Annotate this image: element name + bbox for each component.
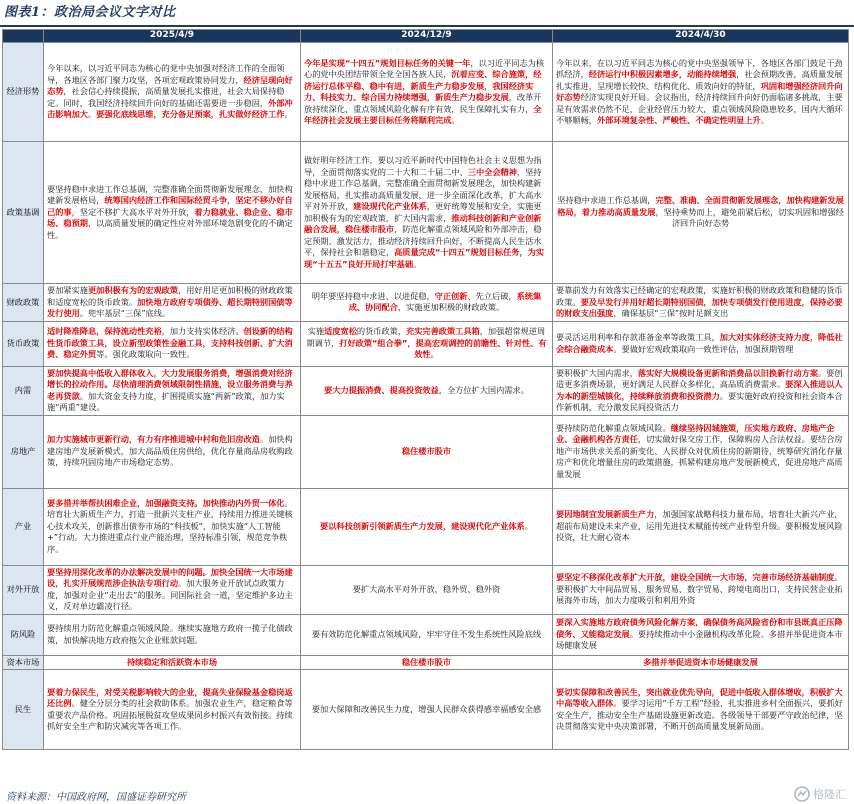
table-cell-col-2024-12: [301, 565, 553, 614]
table-cell-col-2024-12: [301, 366, 553, 415]
highlighted-text: 今年是实现“十四五”规划目标任务的关键一年: [304, 57, 471, 68]
header-row: [3, 30, 849, 43]
cell-text: 坚持稳中求进工作总基调，: [557, 195, 656, 206]
table-cell-col-2024-04: [553, 366, 849, 415]
table-row: [3, 488, 849, 565]
row-category: 财政政策: [3, 284, 44, 322]
cell-text: ，坚持稳中求进工作总基调，完整准确全面贯彻新发展理念，加快构建新发展格局，扎实推动高质量发展，进一步全面深化改革，扩大高水平对外开放，: [304, 166, 542, 211]
table-row: [3, 43, 849, 142]
cell-text: 。: [284, 109, 293, 120]
highlighted-text: 要坚定不移深化改革扩大开放，建设全国统一大市场，完善市场经济基础制度: [556, 572, 835, 583]
highlighted-text: 外部环境复杂性、严峻性、不确定性明显上升: [596, 115, 761, 125]
cell-text: 明年要坚持稳中求进、以进促稳，: [311, 290, 435, 301]
highlighted-text: 要深入推进以人为本的新型城镇化，持续释放消费和投资潜力: [556, 379, 843, 401]
source-note: 资料来源：中国政府网，国盛证券研究所: [6, 792, 186, 803]
highlighted-text: 要坚持用深化改革的办法解决发展中的问题。加快全国统一大市场建设，扎实开展规范涉企执法专项行动: [47, 566, 293, 588]
cell-text: 要持续用力防范化解重点领域风险。继续实施地方政府一揽子化债政策，加快解决地方政府拖欠企业账款问题。: [47, 623, 293, 645]
table-cell-col-2025-04: [44, 670, 301, 750]
highlighted-text: 更加积极有为的宏观政策: [87, 285, 179, 295]
highlighted-text: 统筹国内经济工作和国际经贸斗争，坚定不移办好自己的事: [47, 195, 293, 217]
cell-text: 实施: [307, 326, 325, 337]
cell-text: 要加大保障和改善民生力度，增强人民群众获得感幸福感安全感: [311, 703, 542, 714]
highlighted-text: 完整、准确、全面贯彻新发展理念，加快构建新发展格局，着力推动高质量发展: [557, 195, 844, 217]
cell-text: 。要做好宏观政策取向一致性评估，加强预期管理: [613, 343, 794, 354]
table-row: [3, 614, 849, 655]
cell-text: 。: [87, 109, 97, 120]
cell-text: ，切实做好保交房工作，保障购房人合法权益。要结合房地产市场供求关系的新变化、人民群众对优质住房的新期待，统筹研究消化存量房产和优化增量住房的政策措施，抓紧构建房地产发展新模式，促进房地产高质量发展: [556, 434, 843, 479]
highlighted-text: 要深入实施地方政府债务风险化解方案，确保债务高风险省份和市县既真正压降债务、又能稳定发展: [556, 617, 843, 639]
highlighted-text: 外部冲击影响加大: [47, 97, 293, 120]
highlighted-text: 要大力提振消费、提高投资效益: [324, 384, 439, 395]
highlighted-text: 持续稳定和活跃资本市场: [126, 656, 218, 667]
highlighted-text: 充实完善政策工具箱: [406, 326, 480, 337]
table-cell-col-2024-04: [553, 670, 849, 750]
table-row: [3, 565, 849, 614]
cell-text: 今年以来，以习近平同志为核心的党中央加强对经济工作的全面领导，各地区各部门聚力攻坚，各项宏观政策协同发力，: [47, 63, 285, 85]
cell-text: 等。强化政策取向一致性。: [96, 349, 195, 360]
table-cell-col-2024-12: [301, 614, 553, 655]
highlighted-text: 沉着应变、综合施策，经济运行总体平稳、稳中有进，新质生产力稳步发展，: [304, 69, 542, 91]
table-cell-col-2024-12: [301, 321, 553, 366]
table-cell-col-2025-04: [44, 488, 301, 565]
table-row: [3, 655, 849, 670]
cell-text: 要持续防范化解重点领域风险。: [556, 422, 671, 433]
table-cell-col-2024-12: [301, 284, 553, 322]
highlighted-text: 要加快提高中低收入群体收入，大力发展服务消费，增强消费对经济增长的拉动作用。尽快清理消费领域限制性措施，设立服务消费与养老再贷款: [47, 367, 293, 401]
cell-text: ，改革开放持续深化，重点领域风险化解有序有效，民生保障扎实有力，: [304, 92, 542, 114]
highlighted-text: 多措并举促进资本市场健康发展: [643, 656, 758, 667]
cell-text: 。要积极扩大中间品贸易、服务贸易、数字贸易、跨境电商出口，支持民营企业拓展海外市场，加大力度吸引和利用外资: [556, 572, 843, 606]
table-cell-col-2024-04: [553, 614, 849, 655]
cell-text: ，社会信心持续提振，高质量发展扎实推进，社会大局保持稳定。同时，我国经济持续回升向好的基础还需要进一步稳固，: [47, 86, 285, 108]
table-row: [3, 142, 849, 284]
cell-text: ，用好用足更加积极的财政政策和适度宽松的货币政策。: [47, 285, 293, 307]
cell-text: ，防范化解重点领域风险和外部冲击，稳定预期、激发活力，推动经济持续回升向好，不断提高人民生活水平，保持社会和谐稳定，: [304, 224, 542, 257]
row-category: 货币政策: [3, 321, 44, 366]
highlighted-text: 要切实保障和改善民生，突出就业优先导向，促进中低收入群体增收，积极扩大中高等收入群体: [556, 686, 843, 708]
cell-text: 要灵活运用利率和存款准备金率等政策工具，: [556, 332, 720, 342]
cell-text: 。: [430, 349, 439, 360]
table-row: [3, 415, 849, 488]
cell-text: 要靠前发力有效落实已经确定的宏观政策，实施好积极的财政政策和稳健的货币政策。: [556, 285, 843, 307]
highlighted-text: 打好政策“组合拳”，提高宏观调控的前瞻性、针对性、有效性: [339, 337, 547, 360]
table-cell-col-2024-04: [553, 321, 849, 366]
table-cell-col-2024-04: [553, 565, 849, 614]
table-cell-col-2024-12: [301, 488, 553, 565]
table-cell-col-2025-04: [44, 614, 301, 655]
highlighted-text: 继续坚持因城施策，压实地方政府、房地产企业、金融机构各方责任: [556, 422, 835, 445]
watermark-logo: [794, 786, 846, 802]
table-cell-col-2024-04: [553, 43, 849, 142]
cell-text: 要坚持稳中求进工作总基调，完整准确全面贯彻新发展理念，加快构建新发展格局，: [47, 183, 293, 206]
cell-text: 。: [413, 258, 422, 269]
header-corner: [3, 30, 44, 43]
highlighted-text: 要强化底线思维，充分备足预案，扎实做好经济工作: [96, 109, 285, 120]
highlighted-text: 适时降准降息，保持流动性充裕: [47, 326, 162, 337]
highlighted-text: 系统集成、协同配合: [348, 290, 542, 313]
table-cell-col-2025-04: [44, 655, 301, 670]
highlighted-text: 要多措并举帮扶困难企业，加强融资支持。加快推动内外贸一体化: [47, 497, 285, 508]
cell-text: 今年以来，在以习近平同志为核心的党中央坚强领导下，各地区各部门鼓足干劲抓经济，: [556, 57, 843, 79]
highlighted-text: 我国经济实力、科技实力、综合国力持续增强，新质生产力稳步发展: [304, 80, 534, 102]
cell-text: 。要持续推动中小金融机构改革化险。多措并举促进资本市场健康发展: [556, 628, 843, 651]
figure-title: 图表1：政治局会议文字对比: [4, 5, 176, 20]
table-cell-col-2025-04: [44, 43, 301, 142]
highlighted-text: 适度宽松: [324, 326, 357, 337]
highlighted-text: 经济运行中积极因素增多，动能持续增强: [588, 69, 737, 79]
table-body: [3, 43, 849, 750]
row-category: 经济形势: [3, 43, 44, 142]
cell-text: 经济实现良好开局。会议指出，经济持续回升向好仍面临诸多挑战，主要是有效需求仍然不足，企业经营压力较大，重点领域风险隐患较多，国内大循环不够顺畅，: [556, 92, 843, 125]
cell-text: 。加大资金支持力度，扩围提质实施“两新”政策，加力实施“两重”建设。: [47, 390, 285, 412]
cell-text: 。培育壮大新质生产力，打造一批新兴支柱产业，持续用力推进关键核心技术攻关，创新推出债券市场的“科技板”，加快实施“人工智能+”行动。大力推进重点行业产能治理，坚持标准引领，规范竞争秩序。: [47, 497, 293, 554]
table-cell-col-2024-04: [553, 284, 849, 322]
cell-text: 要积极扩大国内需求，: [556, 367, 638, 378]
cell-text: ，全方位扩大国内需求。: [438, 384, 529, 395]
cell-text: 要加紧实施: [47, 285, 88, 295]
table-row: [3, 366, 849, 415]
row-category: 房地产: [3, 415, 44, 488]
table-cell-col-2025-04: [44, 415, 301, 488]
watermark-text: 格隆汇: [813, 788, 846, 801]
highlighted-text: 经济呈现向好态势: [47, 74, 293, 97]
header-2024-12: 2024/12/9: [301, 30, 553, 43]
table-cell-col-2024-04: [553, 488, 849, 565]
cell-text: 要有效防范化解重点领域风险，牢牢守住不发生系统性风险底线: [311, 628, 542, 639]
highlighted-text: 巩固和增强经济回升向好态势: [556, 80, 843, 102]
table-cell-col-2024-12: [301, 142, 553, 284]
cell-text: 、先立后破，: [467, 290, 517, 301]
highlighted-text: 三中全会精神: [467, 166, 517, 177]
table-cell-col-2025-04: [44, 321, 301, 366]
table-cell-col-2024-12: [301, 655, 553, 670]
row-category: 政策基调: [3, 142, 44, 284]
cell-text: 。要学习运用“千万工程”经验，扎实推进乡村全面振兴，要抓好安全生产，推动安全生产基础设施更新改造。各级领导干部要严守政治纪律，坚决贯彻落实党中央决策部署，不断开创高质量发展新局面。: [556, 698, 843, 731]
table-cell-col-2024-12: [301, 43, 553, 142]
highlighted-text: 要以科技创新引领新质生产力发展，建设现代化产业体系: [320, 520, 525, 531]
table-cell-col-2025-04: [44, 142, 301, 284]
cell-text: ，加强超常规逆周期调节，: [306, 326, 546, 348]
cell-text: ，确保基层“三保”按时足额支出: [613, 308, 729, 318]
cell-text: 做好明年经济工作，要以习近平新时代中国特色社会主义思想为指导，全面贯彻落实党的二十大和二十届二中、: [304, 155, 542, 177]
cell-text: 。健全分层分类的社会救助体系。加强农业生产，稳定粮食等重要农产品价格。巩固拓展脱贫攻坚成果同乡村振兴有效衔接。持续抓好安全生产和防灾减灾等各项工作。: [47, 698, 293, 731]
highlighted-text: 落实好大规模设备更新和消费品以旧换新行动方案: [637, 367, 819, 378]
highlighted-text: 要因地制宜发展新质生产力: [556, 509, 655, 520]
cell-text: 。要实施好政府投资和社会资本合作新机制，充分激发民间投资活力: [556, 390, 843, 412]
cell-text: ，加力支持实体经济。: [161, 326, 244, 337]
cell-text: 。加快构建房地产发展新模式，加大高品质住房供给，优化存量商品房收购政策，持续巩固房地产市场稳定态势。: [47, 434, 293, 468]
cell-text: 的货币政策，: [356, 326, 407, 337]
highlighted-text: 稳住楼市股市: [401, 445, 452, 456]
table-cell-col-2025-04: [44, 284, 301, 322]
row-category: 产业: [3, 488, 44, 565]
cell-text: 。: [451, 115, 460, 125]
table-cell-col-2024-04: [553, 415, 849, 488]
table-cell-col-2024-04: [553, 142, 849, 284]
row-category: 对外开放: [3, 565, 44, 614]
watermark-icon: [794, 786, 810, 802]
cell-text: ，坚定不移扩大高水平对外开放，: [71, 206, 195, 217]
row-category: 资本市场: [3, 655, 44, 670]
cell-text: ，实施更加积极的财政政策。: [397, 302, 505, 313]
highlighted-text: 要及早发行并用好超长期特别国债，加快专项债发行使用进度，保持必要的财政支出强度: [556, 296, 843, 318]
highlighted-text: 稳住楼市股市: [401, 656, 452, 667]
highlighted-text: 守正创新: [434, 290, 468, 301]
table-row: [3, 670, 849, 750]
row-category: 民生: [3, 670, 44, 750]
comparison-table: [2, 29, 849, 750]
row-category: 防风险: [3, 614, 44, 655]
cell-text: ，以高质量发展的确定性应对外部环境急剧变化的不确定性。: [47, 218, 293, 240]
cell-text: ，社会预期改善，高质量发展扎实推进，呈现增长较快、结构优化、质效向好的特征，: [556, 69, 843, 91]
cell-text: 。要创造更多消费场景，更好满足人民群众多样化、高品质消费需求。: [556, 367, 843, 389]
row-category: 内需: [3, 366, 44, 415]
highlighted-text: 创设新的结构性货币政策工具，设立新型政策性金融工具，支持科技创新、扩大消费、稳定外贸: [47, 326, 293, 360]
highlighted-text: 加快地方政府专项债券、超长期特别国债等发行使用: [47, 296, 293, 318]
table-cell-col-2025-04: [44, 366, 301, 415]
header-2025-04: 2025/4/9: [44, 30, 301, 43]
cell-text: 。兜牢基层“三保”底线。: [79, 308, 171, 318]
header-2024-04: 2024/4/30: [553, 30, 849, 43]
cell-text: 要扩大高水平对外开放，稳外贸、稳外资: [352, 583, 501, 594]
cell-text: 。加大服务业开放试点政策力度，加强对企业“走出去”的服务。同国际社会一道，坚定维护多边主义，反对单边霸凌行径。: [47, 578, 293, 611]
highlighted-text: 加大对实体经济支持力度，降低社会综合融资成本: [556, 332, 843, 354]
table-cell-col-2024-12: [301, 415, 553, 488]
table-cell-col-2025-04: [44, 565, 301, 614]
highlighted-text: 高质量完成“十四五”规划目标任务，为实现“十五五”良好开局打牢基础: [304, 247, 545, 269]
highlighted-text: 推动科技创新和产业创新融合发展，稳住楼市股市: [304, 212, 542, 234]
cell-text: ，更好统筹发展和安全，实施更加积极有为的宏观政策，扩大国内需求，: [304, 201, 542, 223]
cell-text: ，加强国家战略科技力量布局，培育壮大新兴产业，超前布局建设未来产业，运用先进技术赋能传统产业转型升级。要积极发展风险投资，壮大耐心资本: [556, 509, 843, 543]
cell-text: ，以习近平同志为核心的党中央团结带领全党全国各族人民，: [304, 57, 545, 79]
table-row: [3, 321, 849, 366]
cell-text: 。: [760, 115, 769, 125]
table-cell-col-2024-12: [301, 670, 553, 750]
title-divider: [0, 25, 854, 27]
highlighted-text: 加力实施城市更新行动，有力有序推进城中村和危旧房改造: [47, 434, 260, 445]
highlighted-text: 全年经济社会发展主要目标任务将顺利完成: [304, 103, 542, 125]
highlighted-text: 建设现代化产业体系: [353, 201, 427, 211]
table-row: [3, 284, 849, 322]
table-cell-col-2024-04: [553, 655, 849, 670]
cell-text: ，坚持乘势而上，避免前紧后松，切实巩固和增强经济回升向好态势: [655, 206, 844, 229]
highlighted-text: 着力稳就业、稳企业、稳市场、稳预期: [47, 206, 293, 229]
cell-text: 。: [524, 520, 533, 531]
highlighted-text: 要着力保民生，对受关税影响较大的企业，提高失业保险基金稳岗返还比例: [47, 686, 293, 708]
